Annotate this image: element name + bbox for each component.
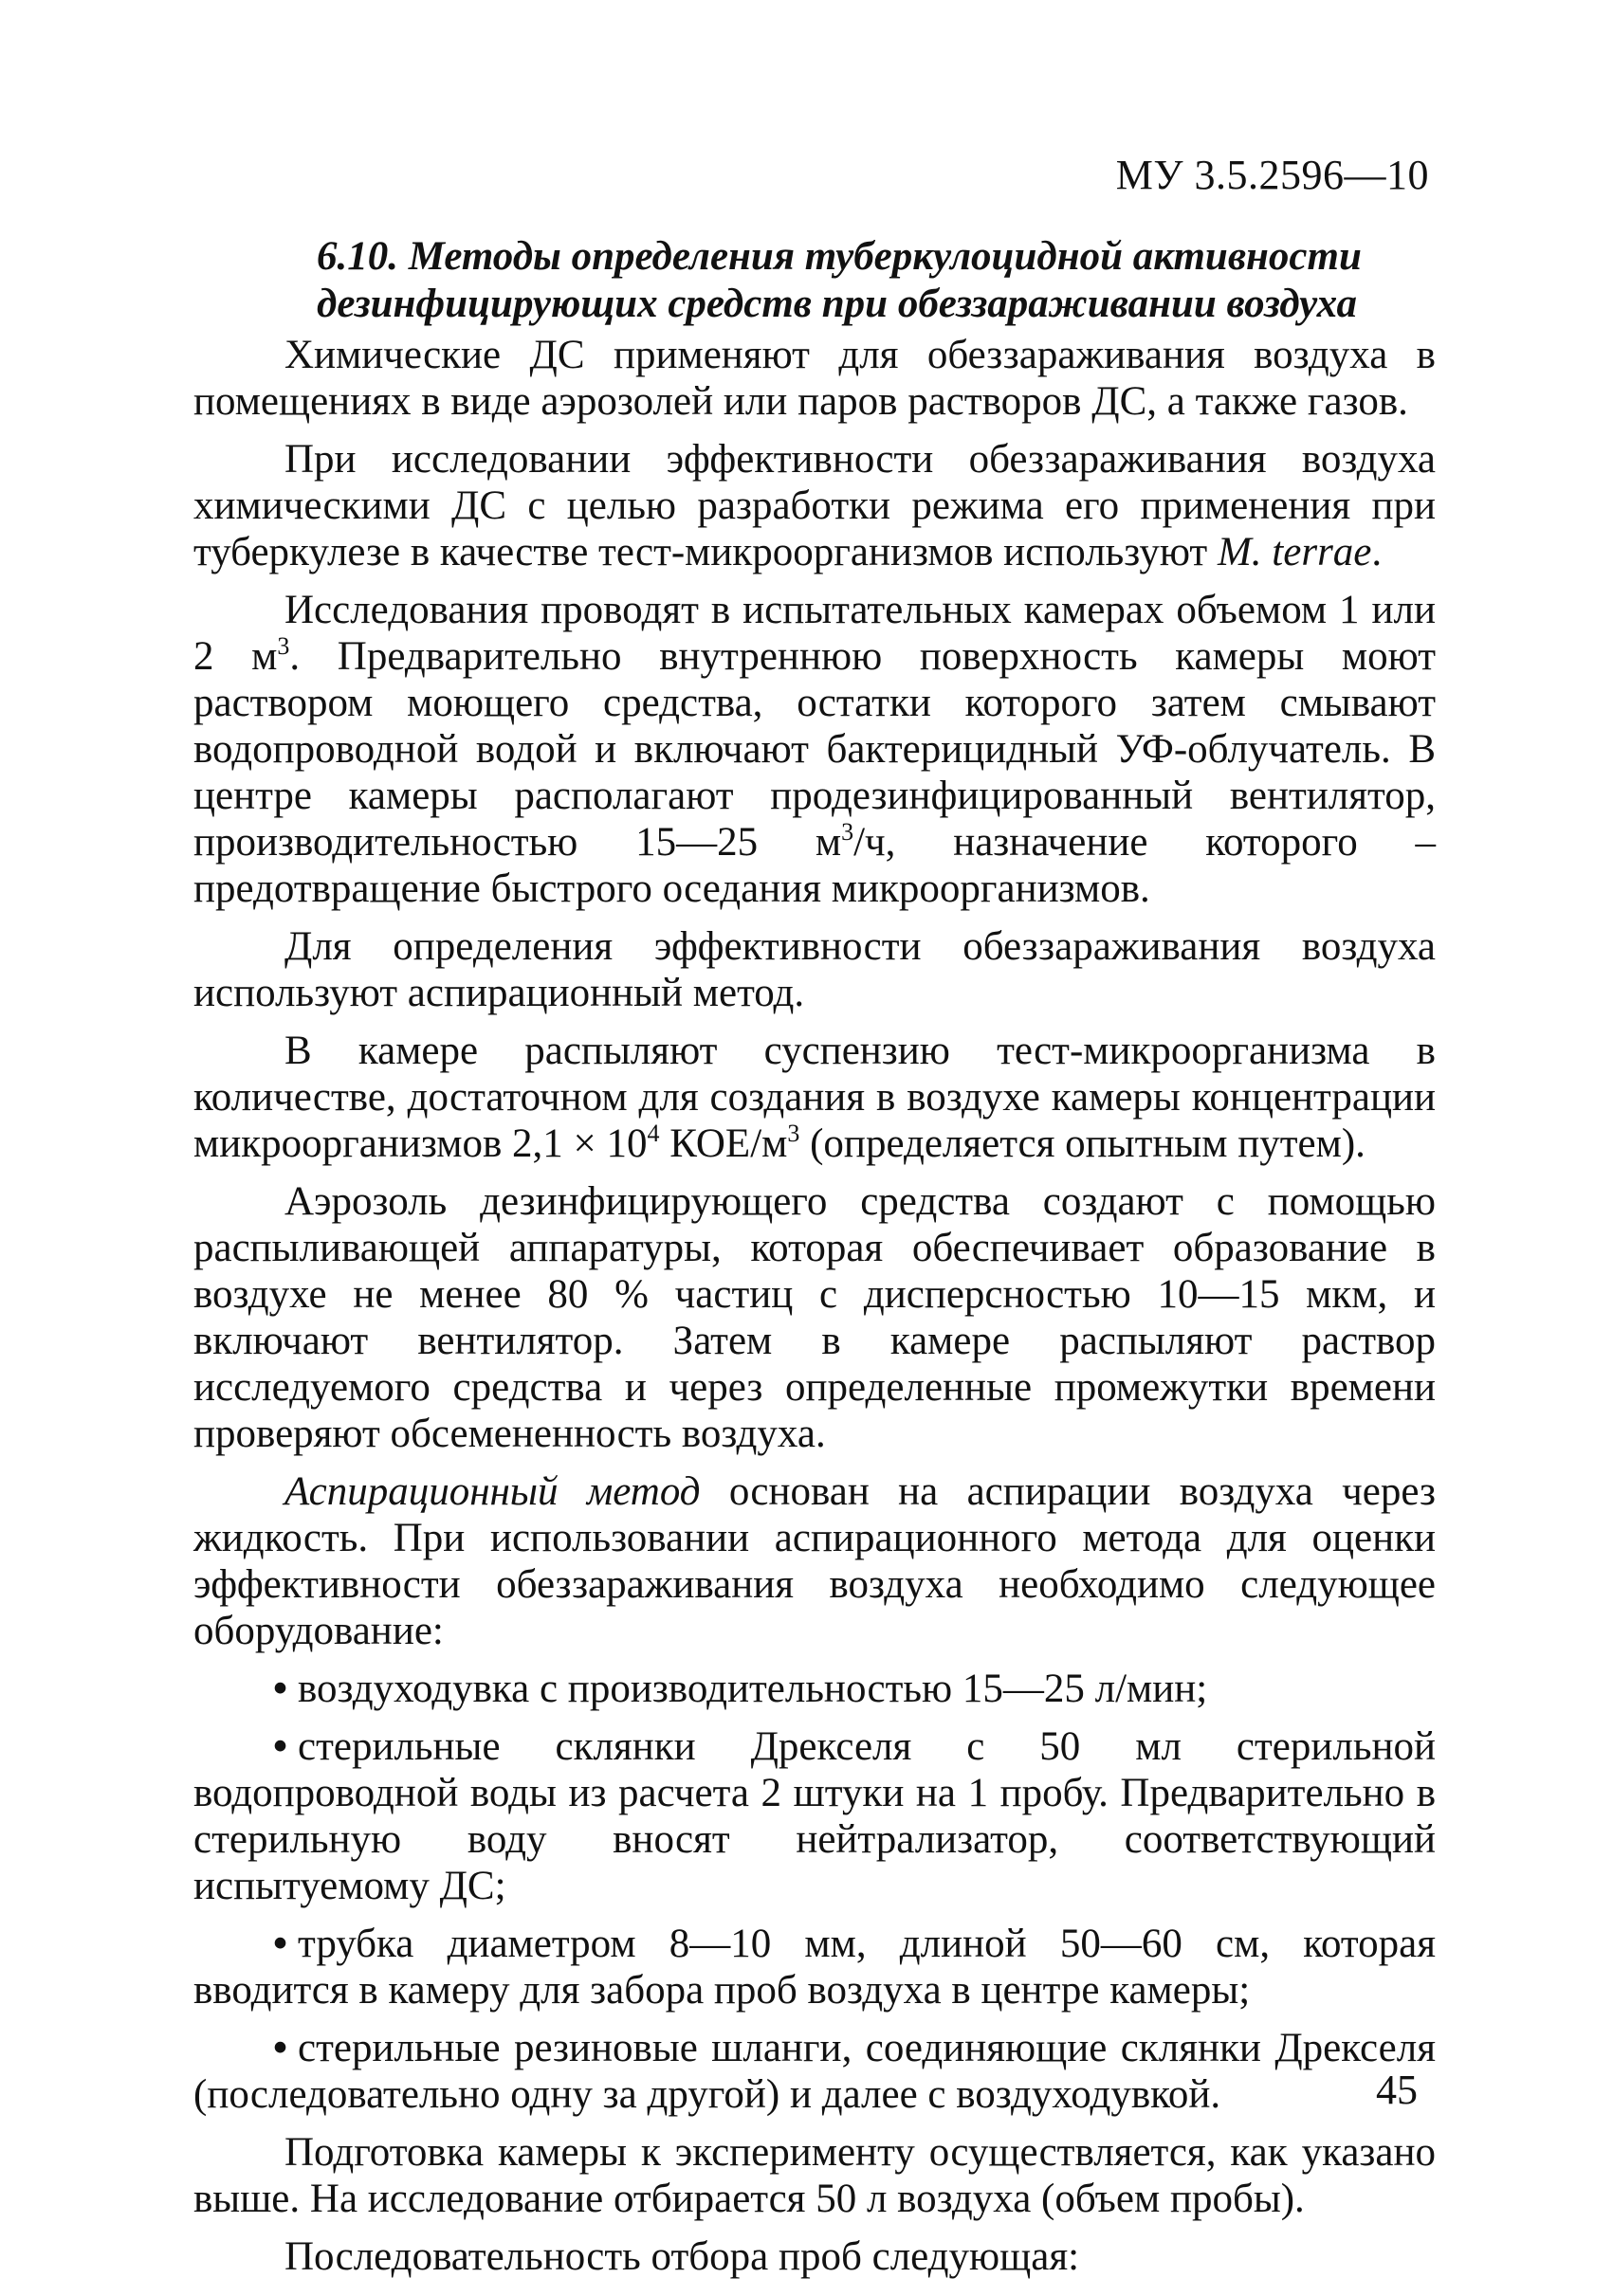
- paragraph-text: . Предварительно внутреннюю поверхность камеры моют раствором моющего средства, остатки которого затем смывают водопроводной водой и включают бактерицидный УФ-облучатель. В центре камеры располагают продезинфицированный вентилятор, производительностью 15—25 м: [193, 634, 1436, 865]
- paragraph-test-chambers: [193, 587, 1436, 912]
- paragraph-aspiration-method-use: [193, 923, 1436, 1016]
- superscript: 3: [841, 818, 854, 846]
- paragraph-text: В камере распыляют суспензию тест-микроорганизма в количестве, достаточном для создания в воздухе камеры концентрации микроорганизмов 2,1 × 10: [193, 1029, 1436, 1166]
- emphasized-term: Аспирационный метод: [284, 1469, 701, 1514]
- equipment-list-item: [193, 1666, 1436, 1712]
- equipment-list-item: [193, 1723, 1436, 1909]
- superscript: 3: [787, 1120, 800, 1147]
- paragraph-aerosol: [193, 1178, 1436, 1457]
- paragraph-text: основан на аспирации воздуха через жидкость. При использовании аспирационного метода для оценки эффективности обеззараживания воздуха необходимо следующее оборудование:: [193, 1469, 1436, 1653]
- paragraph-text: .: [1371, 530, 1383, 574]
- bullet-icon: •: [273, 1724, 288, 1769]
- equipment-list-item: [193, 1921, 1436, 2014]
- list-item-text: стерильные склянки Дрекселя с 50 мл стерильной водопроводной воды из расчета 2 штуки на 1 пробу. Предварительно в стерильную воду вносят нейтрализатор, соответствующий испытуемому ДС;: [193, 1724, 1436, 1908]
- page-number: 45: [1376, 2067, 1418, 2113]
- equipment-list-item: [193, 2025, 1436, 2118]
- paragraph-chamber-preparation: [193, 2129, 1436, 2222]
- superscript: 4: [647, 1120, 660, 1147]
- paragraph-text: При исследовании эффективности обеззараживания воздуха химическими ДС с целью разработки режима его применения при туберкулезе в качестве тест-микроорганизмов используют: [193, 437, 1436, 574]
- paragraph-text: Химические ДС применяют для обеззараживания воздуха в помещениях в виде аэрозолей или паров растворов ДС, а также газов.: [193, 333, 1436, 424]
- paragraph-text: Аэрозоль дезинфицирующего средства создают с помощью распыливающей аппаратуры, которая обеспечивает образование в воздухе не менее 80 % частиц с дисперсностью 10—15 мкм, и включают вентилятор. Затем в камере распыляют раствор исследуемого средства и через определенные промежутки времени проверяют обсемененность воздуха.: [193, 1179, 1436, 1456]
- bullet-icon: •: [273, 1667, 288, 1711]
- superscript: 3: [277, 632, 290, 660]
- list-item-text: стерильные резиновые шланги, соединяющие склянки Дрекселя (последовательно одну за другой) и далее с воздуходувкой.: [193, 2026, 1436, 2117]
- page-content: [193, 233, 1436, 2291]
- paragraph-suspension-spray: [193, 1028, 1436, 1167]
- paragraph-text: Подготовка камеры к эксперименту осуществляется, как указано выше. На исследование отбирается 50 л воздуха (объем пробы).: [193, 2130, 1436, 2221]
- section-heading-line-1: 6.10. Методы определения туберкулоцидной активности: [317, 234, 1362, 279]
- section-heading: [193, 233, 1436, 328]
- paragraph-chemical-ds: [193, 332, 1436, 425]
- paragraph-test-organisms: [193, 436, 1436, 575]
- paragraph-text: Последовательность отбора проб следующая:: [284, 2234, 1080, 2279]
- species-name: M. terrae: [1217, 530, 1372, 574]
- list-item-text: трубка диаметром 8—10 мм, длиной 50—60 см, которая вводится в камеру для забора проб воздуха в центре камеры;: [193, 1922, 1436, 2013]
- paragraph-text: (определяется опытным путем).: [799, 1121, 1366, 1166]
- paragraph-text: Для определения эффективности обеззараживания воздуха используют аспирационный метод.: [193, 924, 1436, 1015]
- paragraph-sampling-sequence: [193, 2233, 1436, 2280]
- document-code: МУ 3.5.2596—10: [1115, 152, 1429, 198]
- bullet-icon: •: [273, 1922, 288, 1966]
- bullet-icon: •: [273, 2026, 288, 2070]
- list-item-text: воздуходувка с производительностью 15—25 л/мин;: [298, 1667, 1208, 1711]
- paragraph-text: Исследования проводят в испытательных камерах объемом 1 или 2 м: [193, 588, 1436, 679]
- paragraph-text: КОЕ/м: [659, 1121, 788, 1166]
- paragraph-aspiration-method-definition: [193, 1468, 1436, 1654]
- section-heading-line-2: дезинфицирующих средств при обеззараживании воздуха: [317, 282, 1358, 326]
- paragraph-text: /ч, назначение которого – предотвращение быстрого оседания микроорганизмов.: [193, 820, 1436, 911]
